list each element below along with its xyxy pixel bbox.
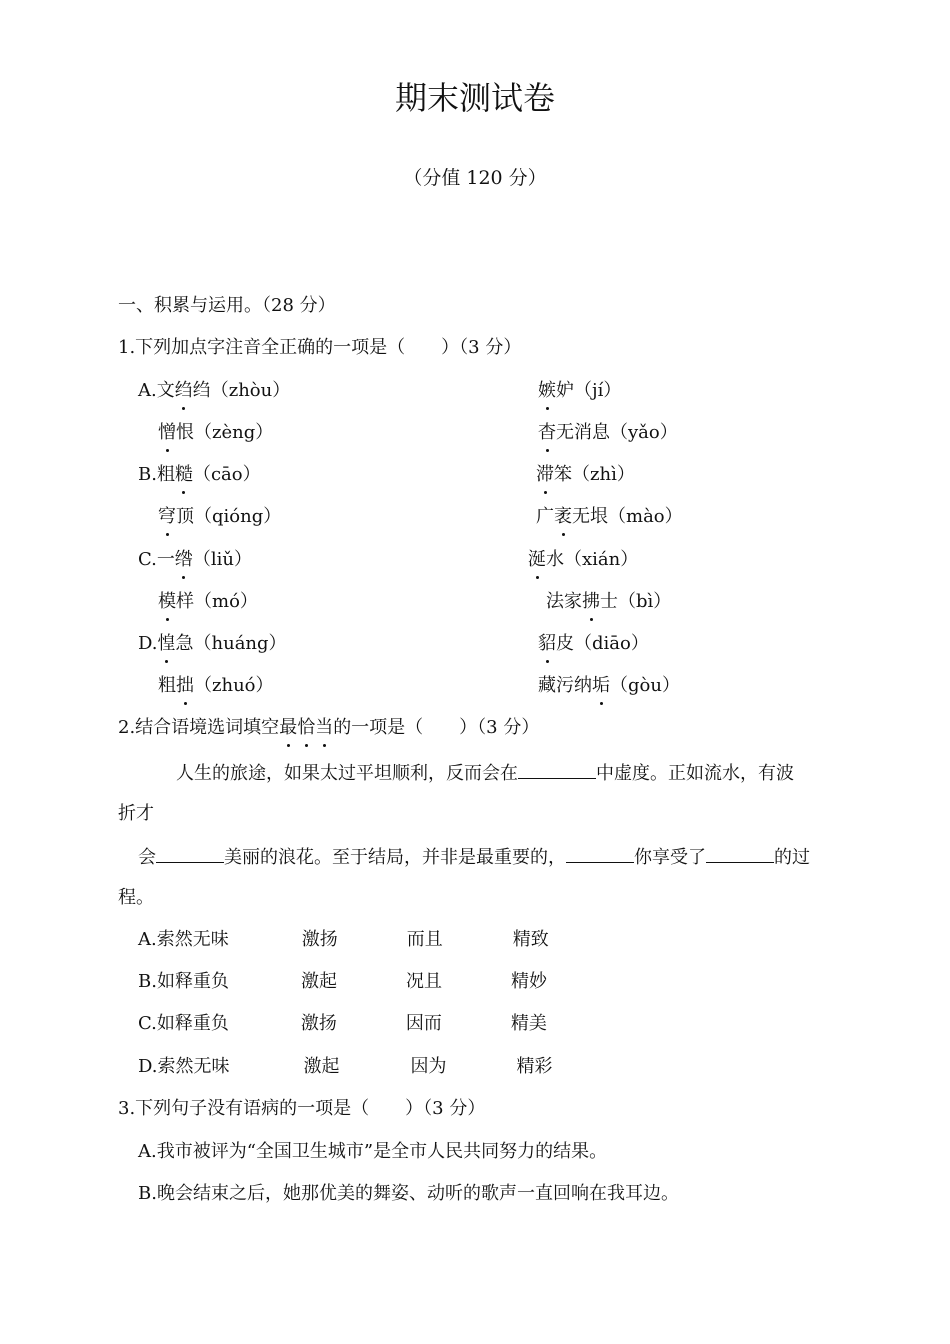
- dotted-char: 最: [279, 717, 298, 738]
- dotted-char: 杳: [538, 422, 556, 443]
- option-word: 而且: [406, 929, 443, 950]
- dotted-char: 涎: [528, 549, 546, 570]
- dotted-char: 当: [315, 717, 334, 738]
- text: 皮（diāo）: [556, 633, 649, 654]
- dotted-char: 貂: [538, 633, 556, 654]
- option-word: 况且: [405, 971, 442, 992]
- option-label: C.: [138, 549, 157, 570]
- text: 顶（qióng）: [176, 506, 282, 527]
- option-label: A.: [138, 380, 157, 401]
- q2-stem: [118, 716, 539, 740]
- text: 恨（zèng）: [176, 422, 274, 443]
- text: 妒（jí）: [556, 380, 622, 401]
- q1-option-b-right2: [536, 505, 683, 529]
- dotted-char: 拂: [582, 591, 600, 612]
- q1-option-d-left2: [158, 674, 274, 698]
- dotted-char: 绺: [174, 549, 193, 570]
- text: 绉（zhòu）: [192, 380, 291, 401]
- text: 水（xián）: [546, 549, 639, 570]
- option-word: 激扬: [301, 929, 338, 950]
- option-word: 精彩: [516, 1056, 553, 1077]
- dotted-char: 模: [158, 591, 176, 612]
- q1-option-b-left2: [158, 505, 281, 529]
- text: （cāo）: [192, 464, 261, 485]
- q2-option-a: [138, 928, 549, 952]
- fill-blank-1[interactable]: [518, 760, 596, 779]
- option-word: 如释重负: [156, 971, 229, 992]
- dotted-char: 嫉: [538, 380, 556, 401]
- text: 样（mó）: [176, 591, 258, 612]
- text: 笨（zhì）: [554, 464, 635, 485]
- text: 美丽的浪花。至于结局，并非是最重要的，: [224, 847, 566, 868]
- q3-stem: 3.下列句子没有语病的一项是（ ）（3 分）: [118, 1098, 486, 1119]
- option-word: 激起: [303, 1056, 340, 1077]
- dotted-char: 拙: [176, 675, 194, 696]
- option-word: 激起: [300, 971, 337, 992]
- q2-option-d: [138, 1055, 553, 1079]
- q3-option-a: A.我市被评为“全国卫生城市”是全市人民共同努力的结果。: [138, 1141, 608, 1162]
- text: 文: [156, 380, 175, 401]
- text: 会: [138, 847, 156, 868]
- text: 2.结合语境选词填空: [118, 717, 280, 738]
- text: 人生的旅途，如果太过平坦顺利，反而会在: [176, 763, 518, 784]
- dotted-char: 糙: [174, 464, 193, 485]
- text: 粗: [158, 675, 176, 696]
- text: （zhuó）: [194, 675, 274, 696]
- option-label: D.: [138, 1056, 158, 1077]
- text: 藏污纳: [538, 675, 592, 696]
- text: 无垠（mào）: [572, 506, 683, 527]
- text: 中虚度。正如流水，有波: [596, 763, 794, 784]
- option-label: D.: [138, 633, 158, 654]
- q1-option-c-right2: [546, 590, 671, 614]
- text: 急（huáng）: [175, 633, 287, 654]
- option-word: 因为: [410, 1056, 447, 1077]
- text: 广: [536, 506, 554, 527]
- q1-option-b-left1: [138, 463, 261, 487]
- dotted-char: 憎: [158, 422, 176, 443]
- q1-option-c-left2: [158, 590, 258, 614]
- text: 一: [156, 549, 175, 570]
- q1-option-a-right1: [538, 379, 621, 403]
- q2-passage-line2: 折才: [118, 803, 154, 824]
- text: 法家: [546, 591, 582, 612]
- q2-option-c: [138, 1012, 547, 1036]
- text: 无消息（yǎo）: [556, 422, 678, 443]
- q1-option-d-left1: [138, 632, 287, 656]
- q1-option-a-left2: [158, 421, 273, 445]
- option-word: 索然无味: [156, 929, 229, 950]
- q1-option-d-right2: [538, 674, 680, 698]
- dotted-char: 绉: [174, 380, 193, 401]
- text: 的过: [774, 847, 810, 868]
- option-word: 精美: [510, 1013, 547, 1034]
- q1-option-a-right2: [538, 421, 678, 445]
- option-word: 精妙: [510, 971, 547, 992]
- dotted-char: 恰: [297, 717, 316, 738]
- option-word: 索然无味: [157, 1056, 230, 1077]
- option-label: B.: [138, 971, 157, 992]
- q1-option-d-right1: [538, 632, 649, 656]
- fill-blank-2[interactable]: [156, 844, 224, 863]
- option-label: B.: [138, 464, 157, 485]
- text: （gòu）: [610, 675, 680, 696]
- option-word: 精致: [512, 929, 549, 950]
- option-label: A.: [138, 929, 157, 950]
- text: 粗: [156, 464, 175, 485]
- section-heading: 一、积累与运用。（28 分）: [118, 295, 336, 316]
- dotted-char: 惶: [157, 633, 176, 654]
- fill-blank-4[interactable]: [706, 844, 774, 863]
- q1-stem: 1.下列加点字注音全正确的一项是（ ）（3 分）: [118, 337, 522, 358]
- q2-option-b: [138, 970, 547, 994]
- q2-passage-line4: 程。: [118, 887, 154, 908]
- option-word: 因而: [405, 1013, 442, 1034]
- dotted-char: 穹: [158, 506, 176, 527]
- page-subtitle: （分值 120 分）: [403, 167, 547, 189]
- q2-passage-line3: [138, 844, 810, 870]
- text: （liǔ）: [192, 549, 252, 570]
- q1-option-a-left1: [138, 379, 290, 403]
- fill-blank-3[interactable]: [566, 844, 634, 863]
- text: 的一项是（ ）（3 分）: [333, 717, 540, 738]
- q1-option-c-right1: [528, 548, 638, 572]
- q3-option-b: B.晚会结束之后，她那优美的舞姿、动听的歌声一直回响在我耳边。: [138, 1183, 679, 1204]
- text: 你享受了: [634, 847, 706, 868]
- option-word: 如释重负: [156, 1013, 229, 1034]
- q1-option-b-right1: [536, 463, 635, 487]
- dotted-char: 滞: [536, 464, 554, 485]
- dotted-char: 垢: [592, 675, 610, 696]
- option-word: 激扬: [300, 1013, 337, 1034]
- text: 士（bì）: [600, 591, 672, 612]
- option-label: C.: [138, 1013, 157, 1034]
- q2-passage-line1: [176, 760, 794, 786]
- q1-option-c-left1: [138, 548, 252, 572]
- page-title: 期末测试卷: [394, 79, 555, 117]
- dotted-char: 袤: [554, 506, 572, 527]
